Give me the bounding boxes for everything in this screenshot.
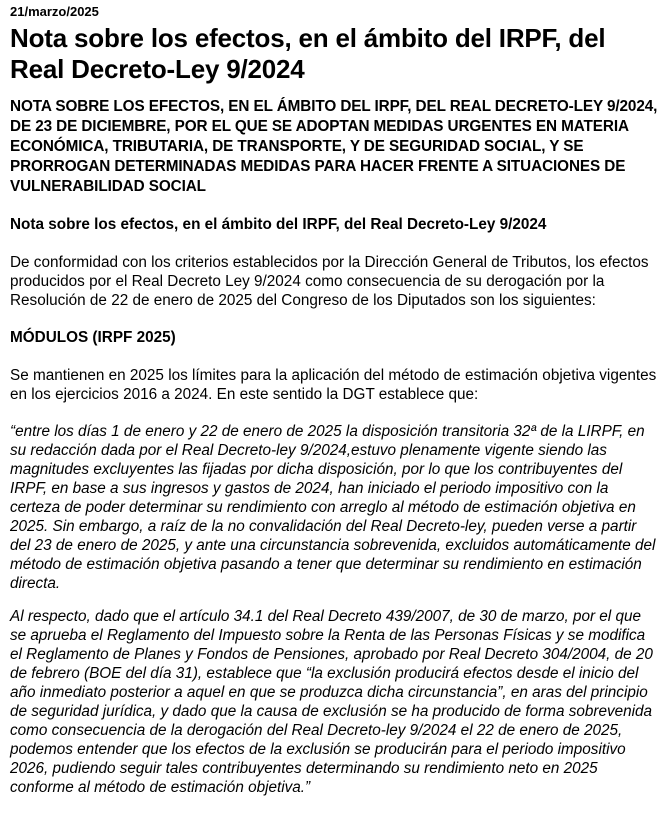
quote-paragraph-2: Al respecto, dado que el artículo 34.1 del Real Decreto 439/2007, de 30 de marzo, por el que se aprueba el Reglamento del Impuesto sobre la Renta de las Personas Físicas y se modifica el Reglamento de Planes y Fondos de Pensiones, aprobado por Real Decreto 304/2004, de 20 de febrero (BOE del día 31), establece que “la exclusión producirá efectos desde el inicio del año inmediato posterior a aquel en que se produzca dicha circunstancia”, en aras del principio de seguridad jurídica, y dado que la causa de exclusión se ha producido de forma sobrevenida como consecuencia de la derogación del Real Decreto-ley 9/2024 el 22 de enero de 2025, podemos entender que los efectos de la exclusión se producirán para el periodo impositivo 2026, pudiendo seguir tales contribuyentes determinando su rendimiento neto en 2025 conforme al método de estimación objetiva.” bbox=[10, 608, 653, 796]
article-date: 21/marzo/2025 bbox=[10, 4, 99, 19]
modulos-paragraph: Se mantienen en 2025 los límites para la aplicación del método de estimación objetiva vigentes en los ejercicios 2016 a 2024. En este sentido la DGT establece que: bbox=[10, 367, 657, 403]
section-title: Nota sobre los efectos, en el ámbito del IRPF, del Real Decreto-Ley 9/2024 bbox=[10, 216, 547, 233]
quote-paragraph-1: “entre los días 1 de enero y 22 de enero de 2025 la disposición transitoria 32ª de la LIRPF, en su redacción dada por el Real Decreto-ley 9/2024,estuvo plenamente vigente siendo las magnitudes excluyentes las fijadas por dicha disposición, por lo que los contribuyentes del IRPF, en base a sus ingresos y gastos de 2024, han iniciado el periodo impositivo con la certeza de poder determinar su rendimiento con arreglo al método de estimación objetiva en 2025. Sin embargo, a raíz de la no convalidación del Real Decreto-ley, pueden verse a partir del 23 de enero de 2025, y ante una circunstancia sobrevenida, excluidos automáticamente del método de estimación objetiva pasando a tener que determinar su rendimiento en estimación directa. bbox=[10, 423, 656, 592]
modulos-heading: MÓDULOS (IRPF 2025) bbox=[10, 329, 176, 346]
article-title: Nota sobre los efectos, en el ámbito del IRPF, del Real Decreto-Ley 9/2024 bbox=[10, 23, 606, 84]
article-subtitle: NOTA SOBRE LOS EFECTOS, EN EL ÁMBITO DEL IRPF, DEL REAL DECRETO-LEY 9/2024, DE 23 DE DICIEMBRE, POR EL QUE SE ADOPTAN MEDIDAS URGENTES EN MATERIA ECONÓMICA, TRIBUTARIA, DE TRANSPORTE, Y DE SEGURIDAD SOCIAL, Y SE PRORROGAN DETERMINADAS MEDIDAS PARA HACER FRENTE A SITUACIONES DE VULNERABILIDAD SOCIAL bbox=[10, 98, 658, 195]
intro-paragraph: De conformidad con los criterios establecidos por la Dirección General de Tributos, los efectos producidos por el Real Decreto Ley 9/2024 como consecuencia de su derogación por la Resolución de 22 de enero de 2025 del Congreso de los Diputados son los siguientes: bbox=[10, 254, 649, 309]
